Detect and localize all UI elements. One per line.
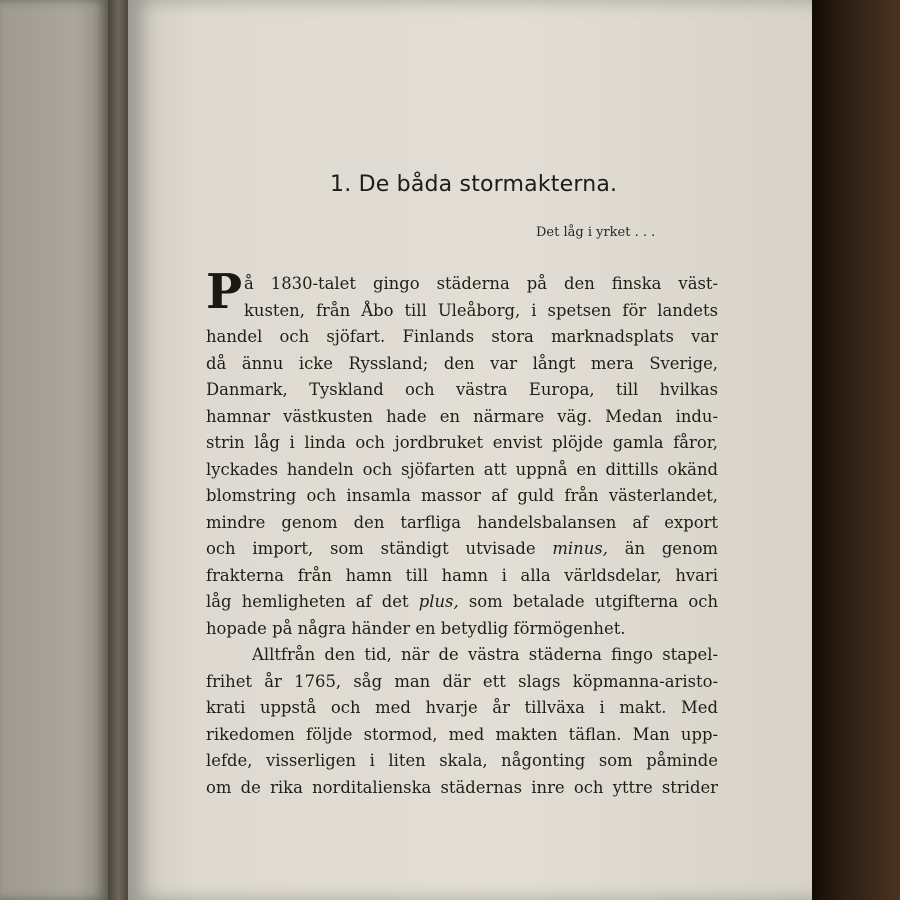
text-line: blomstring och insamla massor af guld från västerlandet, — [206, 486, 718, 505]
text-line: å 1830-talet gingo städerna på den finska väst- — [244, 274, 718, 293]
text-line: då ännu icke Ryssland; den var långt mera Sverige, — [206, 353, 718, 373]
text-line: strin låg i linda och jordbruket envist plöjde gamla fåror, — [206, 433, 718, 452]
text-line: lyckades handeln och sjöfarten att uppnå en dittills okänd — [206, 459, 718, 479]
text-line: frakterna från hamn till hamn i alla världsdelar, hvari — [206, 565, 718, 585]
text-line: frihet år 1765, såg man där ett slags köpmanna-aristo- — [206, 671, 718, 691]
text-fragment: och import, som ständigt utvisade — [206, 539, 553, 558]
drop-cap: P — [206, 264, 243, 320]
text-line: rikedomen följde stormod, med makten täflan. Man upp- — [206, 724, 718, 744]
text-line: Danmark, Tyskland och västra Europa, till hvilkas — [206, 380, 718, 399]
italic-word-plus: plus, — [418, 592, 459, 611]
text-line-with-italic — [206, 536, 718, 563]
text-line-with-italic — [206, 589, 718, 616]
text-line: lefde, visserligen i liten skala, någonting som påminde — [206, 751, 718, 770]
body-text — [206, 271, 718, 801]
text-line: handel och sjöfart. Finlands stora marknadsplats var — [206, 327, 718, 346]
text-fragment: som betalade utgifterna och — [458, 592, 718, 611]
epigraph: Det låg i yrket . . . — [536, 225, 656, 240]
text-line: kusten, från Åbo till Uleåborg, i spetsen för landets — [244, 300, 718, 320]
text-line: krati uppstå och med hvarje år tillväxa i makt. Med — [206, 698, 718, 717]
chapter-title: 1. De båda stormakterna. — [330, 172, 618, 197]
text-fragment: låg hemligheten af det — [206, 592, 419, 611]
text-line: Alltfrån den tid, när de västra städerna fingo stapel- — [252, 645, 718, 664]
text-fragment: än genom — [607, 539, 718, 558]
text-line: mindre genom den tarfliga handelsbalansen af export — [206, 512, 718, 532]
text-line: hopade på några händer en betydlig förmögenhet. — [206, 618, 626, 638]
left-page — [0, 0, 108, 900]
text-line: hamnar västkusten hade en närmare väg. Medan indu- — [206, 406, 718, 426]
page-edge-shadow — [812, 0, 900, 900]
italic-word-minus: minus, — [552, 539, 608, 558]
text-line: om de rika norditalienska städernas inre och yttre strider — [206, 777, 718, 797]
